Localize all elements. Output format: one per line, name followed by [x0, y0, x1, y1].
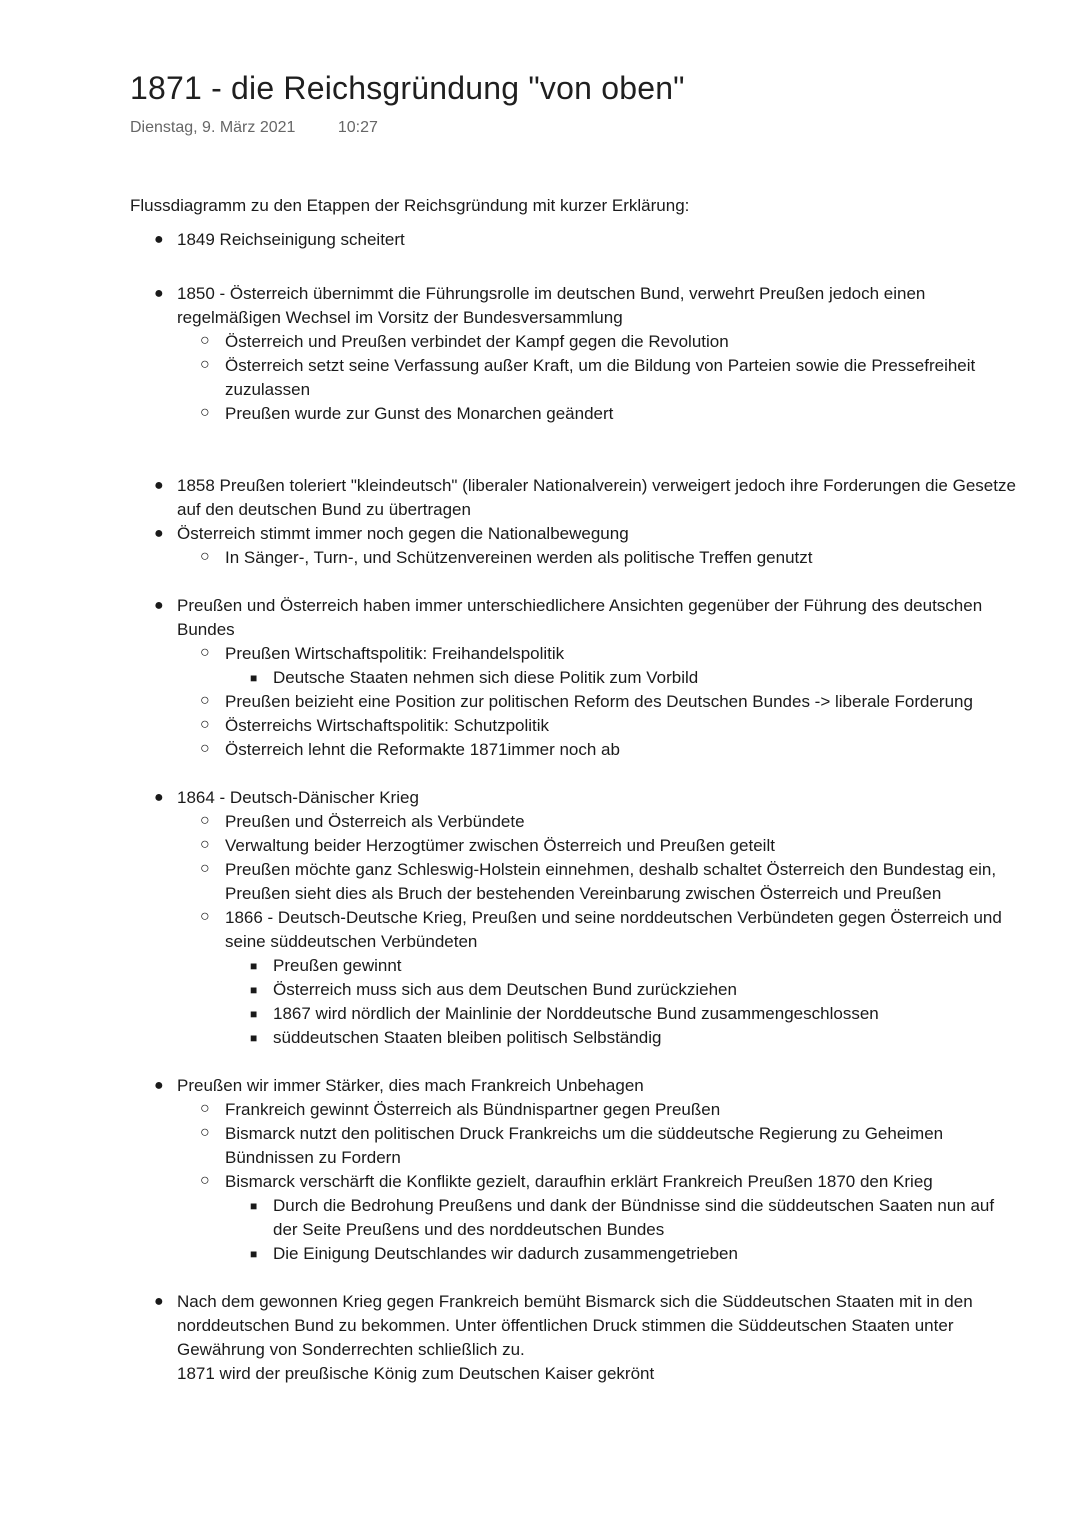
bullet-circle-icon: ○ — [200, 860, 210, 877]
list-item — [130, 474, 1020, 522]
sub-list — [177, 1098, 1020, 1266]
sub-list — [177, 810, 1020, 1050]
bullet-dot-icon: ● — [154, 477, 164, 494]
list-item-text: Preußen möchte ganz Schleswig-Holstein einnehmen, deshalb schaltet Österreich den Bundestag ein, Preußen sieht dies als Bruch der bestehenden Vereinbarung zwischen Österreich und Preußen — [225, 860, 997, 903]
list-item-text: süddeutschen Staaten bleiben politisch Selbständig — [273, 1028, 662, 1047]
bullet-square-icon: ■ — [250, 959, 258, 973]
list-item-text: Österreichs Wirtschaftspolitik: Schutzpolitik — [225, 716, 550, 735]
list-item — [177, 330, 1020, 354]
bullet-circle-icon: ○ — [200, 1124, 210, 1141]
list-item — [225, 1194, 1020, 1242]
list-item-text: Österreich setzt seine Verfassung außer Kraft, um die Bildung von Parteien sowie die Pressefreiheit zuzulassen — [225, 356, 976, 399]
list-item — [225, 1026, 1020, 1050]
list-item — [130, 282, 1020, 426]
sub-sub-list — [225, 666, 1020, 690]
bullet-square-icon: ■ — [250, 1007, 258, 1021]
sub-list — [177, 546, 1020, 570]
bullet-circle-icon: ○ — [200, 740, 210, 757]
list-item — [177, 738, 1020, 762]
bullet-circle-icon: ○ — [200, 812, 210, 829]
bullet-circle-icon: ○ — [200, 332, 210, 349]
list-item — [177, 858, 1020, 906]
note-meta — [130, 118, 1020, 138]
bullet-square-icon: ■ — [250, 671, 258, 685]
bullet-circle-icon: ○ — [200, 908, 210, 925]
list-item-text: Deutsche Staaten nehmen sich diese Politik zum Vorbild — [273, 668, 699, 687]
list-item-text: In Sänger-, Turn-, und Schützenvereinen werden als politische Treffen genutzt — [225, 548, 813, 567]
list-item — [177, 354, 1020, 402]
list-item-text: Durch die Bedrohung Preußens und dank der Bündnisse sind die süddeutschen Saaten nun auf der Seite Preußens und des norddeutschen Bundes — [273, 1196, 995, 1239]
bullet-circle-icon: ○ — [200, 692, 210, 709]
list-item — [225, 1242, 1020, 1266]
list-item-text: Verwaltung beider Herzogtümer zwischen Österreich und Preußen geteilt — [225, 836, 775, 855]
list-item-text: Preußen gewinnt — [273, 956, 402, 975]
list-item-text: 1858 Preußen toleriert "kleindeutsch" (liberaler Nationalverein) verweigert jedoch ihre Forderungen die Gesetze auf den deutschen Bund zu übertragen — [177, 476, 1016, 519]
list-item-text: Bismarck nutzt den politischen Druck Frankreichs um die süddeutsche Regierung zu Geheimen Bündnissen zu Fordern — [225, 1124, 944, 1167]
list-item — [130, 1290, 1020, 1386]
list-item — [130, 522, 1020, 570]
list-item — [225, 1002, 1020, 1026]
list-item — [177, 834, 1020, 858]
list-item — [177, 402, 1020, 426]
bullet-dot-icon: ● — [154, 231, 164, 248]
list-item-text: Preußen beizieht eine Position zur politischen Reform des Deutschen Bundes -> liberale Forderung — [225, 692, 973, 711]
bullet-circle-icon: ○ — [200, 716, 210, 733]
note-page — [130, 68, 1020, 1386]
bullet-circle-icon: ○ — [200, 836, 210, 853]
list-item-text: Preußen wurde zur Gunst des Monarchen geändert — [225, 404, 614, 423]
bullet-dot-icon: ● — [154, 525, 164, 542]
list-item — [130, 228, 1020, 252]
note-date: Dienstag, 9. März 2021 — [130, 119, 296, 136]
list-item — [177, 642, 1020, 690]
bullet-circle-icon: ○ — [200, 1172, 210, 1189]
bullet-circle-icon: ○ — [200, 548, 210, 565]
bullet-list — [130, 228, 1020, 1386]
sub-sub-list — [225, 954, 1020, 1050]
bullet-dot-icon: ● — [154, 597, 164, 614]
list-item — [225, 954, 1020, 978]
bullet-square-icon: ■ — [250, 1247, 258, 1261]
list-item-text: 1867 wird nördlich der Mainlinie der Norddeutsche Bund zusammengeschlossen — [273, 1004, 879, 1023]
list-item — [130, 594, 1020, 762]
list-item-text: 1850 - Österreich übernimmt die Führungsrolle im deutschen Bund, verwehrt Preußen jedoch einen regelmäßigen Wechsel im Vorsitz der Bundesversammlung — [177, 284, 926, 327]
list-item — [177, 1122, 1020, 1170]
bullet-square-icon: ■ — [250, 1199, 258, 1213]
sub-sub-list — [225, 1194, 1020, 1266]
list-item — [177, 810, 1020, 834]
bullet-circle-icon: ○ — [200, 356, 210, 373]
list-item-text: Preußen und Österreich haben immer unterschiedlichere Ansichten gegenüber der Führung des deutschen Bundes — [177, 596, 983, 639]
bullet-circle-icon: ○ — [200, 644, 210, 661]
list-item-text: Österreich und Preußen verbindet der Kampf gegen die Revolution — [225, 332, 729, 351]
bullet-circle-icon: ○ — [200, 404, 210, 421]
list-item — [130, 1074, 1020, 1266]
list-item-text: Preußen wir immer Stärker, dies mach Frankreich Unbehagen — [177, 1076, 644, 1095]
list-item-text: Österreich stimmt immer noch gegen die Nationalbewegung — [177, 524, 629, 543]
list-item-text: Bismarck verschärft die Konflikte gezielt, daraufhin erklärt Frankreich Preußen 1870 den Krieg — [225, 1172, 933, 1191]
sub-list — [177, 330, 1020, 426]
bullet-square-icon: ■ — [250, 1031, 258, 1045]
note-time: 10:27 — [337, 119, 378, 136]
list-item-text: 1864 - Deutsch-Dänischer Krieg — [177, 788, 419, 807]
list-item — [177, 690, 1020, 714]
list-item-text: Nach dem gewonnen Krieg gegen Frankreich bemüht Bismarck sich die Süddeutschen Staaten mit in den norddeutschen Bund zu bekommen. Unter öffentlichen Druck stimmen die Süddeutschen Staaten unter Gewährung von Sonderrechten schließlich zu. — [177, 1292, 973, 1359]
bullet-dot-icon: ● — [154, 285, 164, 302]
list-item — [177, 1170, 1020, 1266]
list-item-text: Frankreich gewinnt Österreich als Bündnispartner gegen Preußen — [225, 1100, 721, 1119]
list-item-text: Die Einigung Deutschlandes wir dadurch zusammengetrieben — [273, 1244, 738, 1263]
list-item — [177, 546, 1020, 570]
sub-list — [177, 642, 1020, 762]
list-item-text: Preußen und Österreich als Verbündete — [225, 812, 525, 831]
page-title: 1871 - die Reichsgründung "von oben" — [130, 70, 685, 106]
list-item — [177, 714, 1020, 738]
bullet-dot-icon: ● — [154, 1293, 164, 1310]
list-item — [177, 906, 1020, 1050]
list-item-text: Preußen Wirtschaftspolitik: Freihandelspolitik — [225, 644, 565, 663]
list-item-text: 1849 Reichseinigung scheitert — [177, 230, 405, 249]
bullet-dot-icon: ● — [154, 789, 164, 806]
list-item-text: 1866 - Deutsch-Deutsche Krieg, Preußen und seine norddeutschen Verbündeten gegen Österreich und seine süddeutschen Verbündeten — [225, 908, 1002, 951]
bullet-dot-icon: ● — [154, 1077, 164, 1094]
list-item — [225, 666, 1020, 690]
list-item-text: Österreich lehnt die Reformakte 1871immer noch ab — [225, 740, 620, 759]
bullet-square-icon: ■ — [250, 983, 258, 997]
list-item — [130, 786, 1020, 1050]
bullet-circle-icon: ○ — [200, 1100, 210, 1117]
list-item-text: 1871 wird der preußische König zum Deutschen Kaiser gekrönt — [177, 1364, 655, 1383]
intro-text: Flussdiagramm zu den Etappen der Reichsgründung mit kurzer Erklärung: — [130, 196, 690, 215]
list-item-text: Österreich muss sich aus dem Deutschen Bund zurückziehen — [273, 980, 737, 999]
list-item — [177, 1098, 1020, 1122]
list-item — [225, 978, 1020, 1002]
